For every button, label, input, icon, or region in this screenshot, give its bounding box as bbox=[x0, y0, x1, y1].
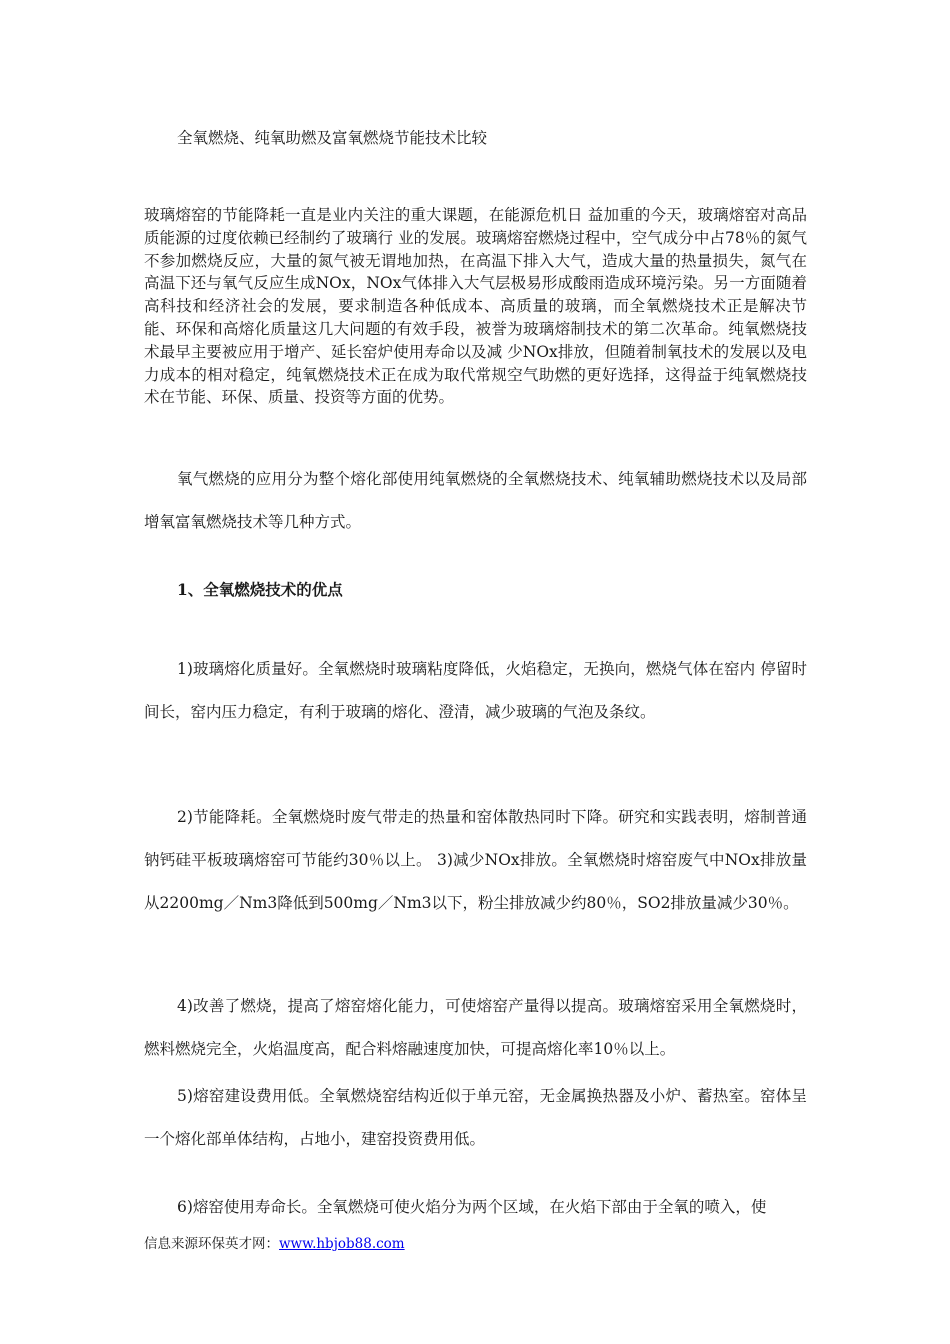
section-heading: 1、全氧燃烧技术的优点 bbox=[177, 580, 343, 599]
source-link[interactable]: www.hbjob88.com bbox=[279, 1236, 405, 1252]
point-paragraph-5: 5)熔窑建设费用低。全氧燃烧窑结构近似于单元窑，无金属换热器及小炉、蓄热室。窑体呈一个熔化部单体结构，占地小，建窑投资费用低。 bbox=[144, 1087, 807, 1148]
document-title: 全氧燃烧、纯氧助燃及富氧燃烧节能技术比较 bbox=[177, 129, 488, 147]
point-paragraph-6: 6)熔窑使用寿命长。全氧燃烧可使火焰分为两个区域，在火焰下部由于全氧的喷入，使 bbox=[177, 1198, 767, 1216]
source-footer bbox=[144, 1232, 405, 1252]
source-label: 信息来源环保英才网： bbox=[144, 1236, 279, 1252]
point-paragraph-1: 1)玻璃熔化质量好。全氧燃烧时玻璃粘度降低，火焰稳定，无换向，燃烧气体在窑内 停留时间长，窑内压力稳定，有利于玻璃的熔化、澄清，减少玻璃的气泡及条纹。 bbox=[144, 660, 807, 721]
applications-paragraph: 氧气燃烧的应用分为整个熔化部使用纯氧燃烧的全氧燃烧技术、纯氧辅助燃烧技术以及局部增氧富氧燃烧技术等几种方式。 bbox=[144, 470, 807, 531]
point-paragraph-2-3: 2)节能降耗。全氧燃烧时废气带走的热量和窑体散热同时下降。研究和实践表明，熔制普通钠钙硅平板玻璃熔窑可节能约30％以上。 3)减少NOx排放。全氧燃烧时熔窑废气中NOx排放量从2200mg／Nm3降低到500mg／Nm3以下，粉尘排放减少约80％，SO2排放量减少30％。 bbox=[144, 808, 807, 912]
intro-paragraph: 玻璃熔窑的节能降耗一直是业内关注的重大课题，在能源危机日 益加重的今天，玻璃熔窑对高品质能源的过度依赖已经制约了玻璃行 业的发展。玻璃熔窑燃烧过程中，空气成分中占78％的氮气不参加燃烧反应，大量的氮气被无谓地加热，在高温下排入大气，造成大量的热量损失，氮气在高温下还与氧气反应生成NOx，NOx气体排入大气层极易形成酸雨造成环境污染。另一方面随着高科技和经济社会的发展，要求制造各种低成本、高质量的玻璃，而全氧燃烧技术正是解决节能、环保和高熔化质量这几大问题的有效手段，被誉为玻璃熔制技术的第二次革命。纯氧燃烧技术最早主要被应用于增产、延长窑炉使用寿命以及减 少NOx排放，但随着制氧技术的发展以及电力成本的相对稳定，纯氧燃烧技术正在成为取代常规空气助燃的更好选择，这得益于纯氧燃烧技术在节能、环保、质量、投资等方面的优势。 bbox=[144, 206, 807, 407]
point-paragraph-4: 4)改善了燃烧，提高了熔窑熔化能力，可使熔窑产量得以提高。玻璃熔窑采用全氧燃烧时，燃料燃烧完全，火焰温度高，配合料熔融速度加快，可提高熔化率10％以上。 bbox=[144, 997, 807, 1058]
